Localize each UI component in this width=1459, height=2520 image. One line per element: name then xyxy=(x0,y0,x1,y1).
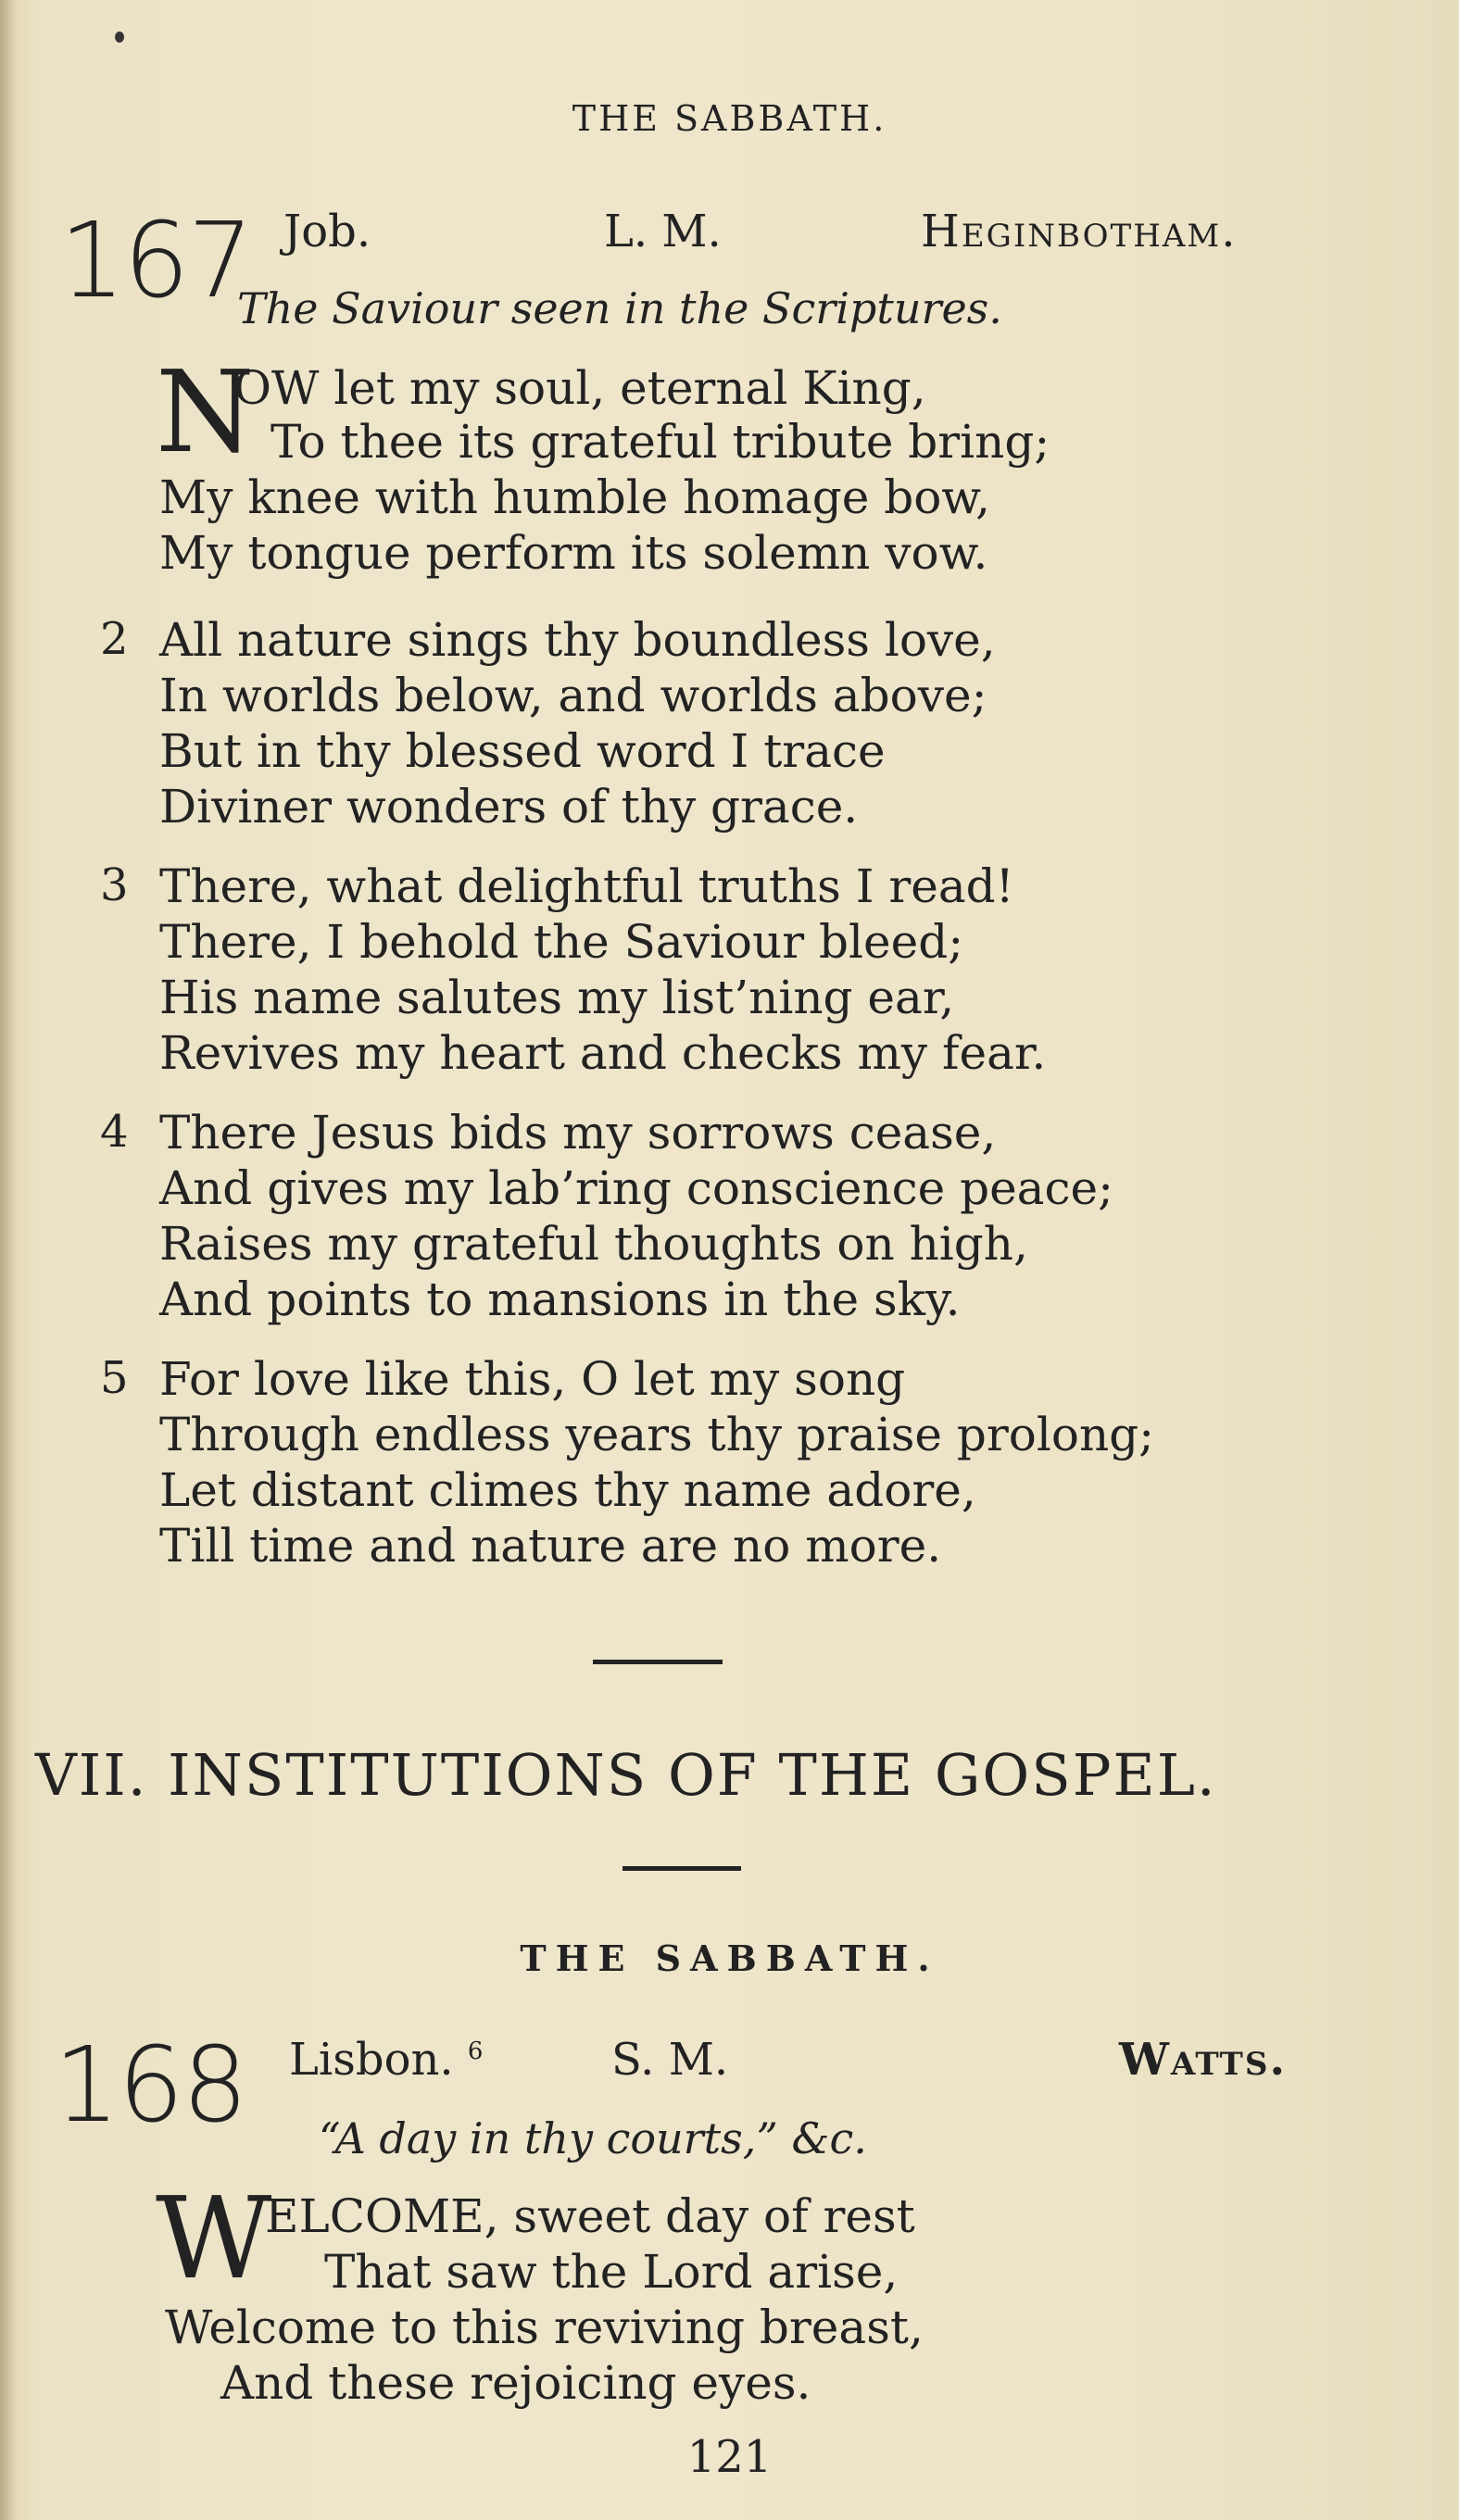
page-edge xyxy=(0,0,17,2520)
verse-number: 3 xyxy=(100,859,129,911)
divider-rule xyxy=(593,1660,723,1664)
ink-speck xyxy=(115,31,124,43)
drop-cap: W xyxy=(156,2173,272,2304)
page-number: 121 xyxy=(686,2431,773,2483)
section-subheading: THE SABBATH. xyxy=(520,1937,939,1979)
verse-line: Raises my grateful thoughts on high, xyxy=(159,1217,1028,1271)
hymn-tune: Job. xyxy=(283,206,371,257)
verse-number: 4 xyxy=(100,1106,129,1158)
hymn-meter: L. M. xyxy=(604,206,722,257)
verse-line: And gives my lab’ring conscience peace; xyxy=(159,1161,1113,1215)
verse-line: Diviner wonders of thy grace. xyxy=(159,780,859,834)
drop-cap: N xyxy=(156,346,255,478)
hymn-meter: S. M. xyxy=(611,2034,729,2086)
hymn-author: Heginbotham. xyxy=(921,206,1238,257)
hymn-number: 167 xyxy=(59,201,252,321)
hymn-author: Watts. xyxy=(1119,2034,1288,2086)
section-title: VII. INSTITUTIONS OF THE GOSPEL. xyxy=(35,1741,1217,1809)
hymn-tune-text: Lisbon. xyxy=(289,2034,454,2086)
verse-line: My tongue perform its solemn vow. xyxy=(159,526,988,580)
verse-line: Till time and nature are no more. xyxy=(159,1519,942,1573)
divider-rule xyxy=(623,1866,741,1871)
verse-line: There Jesus bids my sorrows cease, xyxy=(159,1106,997,1160)
verse-line: There, what delightful truths I read! xyxy=(159,859,1014,913)
verse-number: 5 xyxy=(100,1352,129,1404)
verse-line: His name salutes my list’ning ear, xyxy=(159,971,955,1024)
verse-line: There, I behold the Saviour bleed; xyxy=(159,915,964,969)
verse-line: Revives my heart and checks my fear. xyxy=(159,1026,1047,1080)
verse-line: Let distant climes thy name adore, xyxy=(159,1463,976,1517)
hymn-title: The Saviour seen in the Scriptures. xyxy=(237,283,1002,333)
tune-mark: 6 xyxy=(467,2037,484,2065)
verse-line: And these rejoicing eyes. xyxy=(220,2356,811,2410)
running-head: THE SABBATH. xyxy=(572,98,887,139)
verse-line: For love like this, O let my song xyxy=(159,1352,906,1406)
verse-line: And points to mansions in the sky. xyxy=(159,1273,961,1326)
verse-line: All nature sings thy boundless love, xyxy=(159,613,996,667)
hymn-number: 168 xyxy=(54,2025,246,2146)
verse-line: Welcome to this reviving breast, xyxy=(165,2301,924,2354)
verse-line: Through endless years thy praise prolong; xyxy=(159,1408,1154,1461)
verse-line: My knee with humble homage bow, xyxy=(159,470,991,524)
verse-line: To thee its grateful tribute bring; xyxy=(270,415,1050,469)
verse-line: But in thy blessed word I trace xyxy=(159,724,886,778)
verse-line: That saw the Lord arise, xyxy=(324,2245,899,2299)
verse-number: 2 xyxy=(100,613,129,665)
hymn-tune xyxy=(289,2034,484,2086)
verse-line: In worlds below, and worlds above; xyxy=(159,669,987,722)
verse-line: ELCOME, sweet day of rest xyxy=(265,2189,915,2243)
verse-line: OW let my soul, eternal King, xyxy=(233,361,926,415)
hymn-title: “A day in thy courts,” &c. xyxy=(319,2113,867,2163)
